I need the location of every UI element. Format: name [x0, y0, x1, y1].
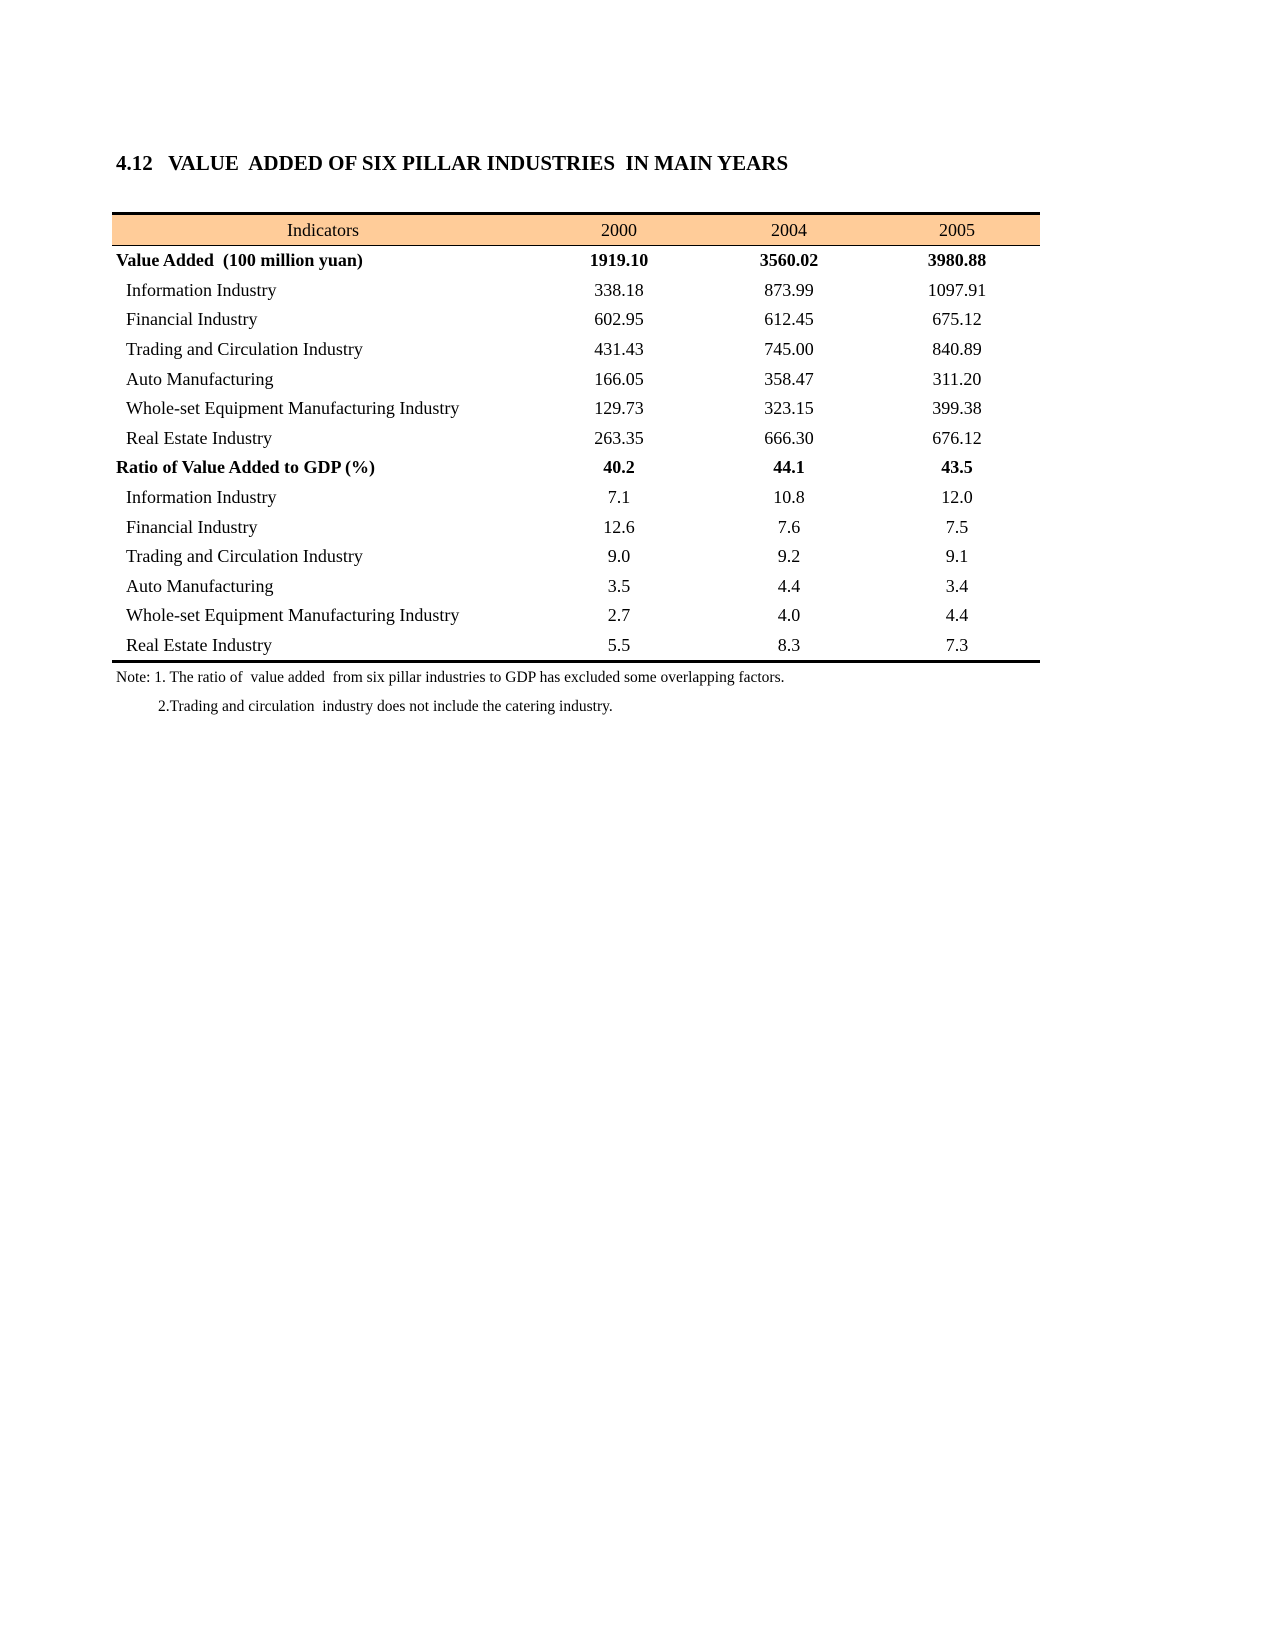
table-row	[112, 512, 1040, 542]
cell-2005: 43.5	[941, 457, 973, 478]
row-label: Ratio of Value Added to GDP (%)	[116, 457, 376, 478]
cell-2005: 1097.91	[927, 279, 987, 300]
row-label: Trading and Circulation Industry	[126, 546, 363, 567]
table-row	[112, 335, 1040, 365]
cell-2005: 4.4	[945, 605, 969, 626]
table-header	[112, 214, 1040, 246]
cell-2000: 9.0	[607, 546, 631, 567]
row-label: Trading and Circulation Industry	[126, 339, 363, 360]
cell-2000: 129.73	[594, 398, 644, 419]
table-row	[112, 394, 1040, 424]
cell-2000: 166.05	[594, 368, 644, 389]
cell-2004: 358.47	[764, 368, 814, 389]
row-label: Information Industry	[126, 279, 277, 300]
cell-2000: 431.43	[594, 339, 644, 360]
row-label: Auto Manufacturing	[126, 575, 274, 596]
row-label: Whole-set Equipment Manufacturing Industry	[126, 398, 460, 419]
cell-2004: 9.2	[777, 546, 801, 567]
cell-2004: 745.00	[764, 339, 814, 360]
cell-2004: 323.15	[764, 398, 814, 419]
header-indicators: Indicators	[112, 214, 534, 246]
cell-2000: 3.5	[607, 575, 631, 596]
cell-2004: 873.99	[764, 279, 814, 300]
cell-2000: 1919.10	[589, 250, 649, 271]
row-label: Auto Manufacturing	[126, 368, 274, 389]
table-row	[112, 305, 1040, 335]
header-year-2004: 2004	[704, 214, 874, 246]
cell-2000: 40.2	[603, 457, 635, 478]
cell-2005: 676.12	[932, 427, 982, 448]
table-row-group	[112, 246, 1040, 276]
page-title: 4.12 VALUE ADDED OF SIX PILLAR INDUSTRIES IN MAIN YEARS	[116, 151, 789, 175]
cell-2004: 10.8	[773, 487, 805, 508]
header-row	[112, 214, 1040, 246]
cell-2005: 675.12	[932, 309, 982, 330]
cell-2000: 12.6	[603, 516, 635, 537]
cell-2005: 399.38	[932, 398, 982, 419]
cell-2005: 840.89	[932, 339, 982, 360]
cell-2005: 9.1	[945, 546, 969, 567]
header-year-2005: 2005	[874, 214, 1040, 246]
row-label: Real Estate Industry	[126, 427, 272, 448]
cell-2005: 3980.88	[927, 250, 987, 271]
note-2: 2.Trading and circulation industry does not include the catering industry.	[158, 698, 613, 715]
table-row	[112, 542, 1040, 572]
row-label: Financial Industry	[126, 309, 258, 330]
row-label: Value Added (100 million yuan)	[116, 250, 363, 271]
table-row	[112, 483, 1040, 513]
table-row	[112, 276, 1040, 306]
cell-2005: 311.20	[932, 368, 982, 389]
header-year-2000: 2000	[534, 214, 704, 246]
data-table	[112, 212, 1040, 663]
cell-2005: 7.5	[945, 516, 969, 537]
cell-2004: 612.45	[764, 309, 814, 330]
cell-2000: 263.35	[594, 427, 644, 448]
cell-2000: 602.95	[594, 309, 644, 330]
table-row	[112, 424, 1040, 454]
table-row	[112, 601, 1040, 631]
table-row	[112, 364, 1040, 394]
row-label: Information Industry	[126, 487, 277, 508]
cell-2004: 3560.02	[759, 250, 819, 271]
table-body	[112, 246, 1040, 662]
row-label: Financial Industry	[126, 516, 258, 537]
cell-2005: 3.4	[945, 575, 969, 596]
row-label: Real Estate Industry	[112, 631, 534, 662]
cell-2004: 7.6	[777, 516, 801, 537]
cell-2004: 8.3	[704, 631, 874, 662]
cell-2004: 4.4	[777, 575, 801, 596]
cell-2000: 5.5	[534, 631, 704, 662]
cell-2004: 44.1	[773, 457, 805, 478]
cell-2005: 7.3	[874, 631, 1040, 662]
table-notes	[116, 663, 785, 721]
table-row	[112, 572, 1040, 602]
row-label: Whole-set Equipment Manufacturing Industry	[126, 605, 460, 626]
note-1: Note: 1. The ratio of value added from six pillar industries to GDP has excluded some overlapping factors.	[116, 669, 785, 686]
cell-2000: 338.18	[594, 279, 644, 300]
cell-2004: 4.0	[777, 605, 801, 626]
table-row-group	[112, 453, 1040, 483]
cell-2005: 12.0	[941, 487, 973, 508]
cell-2000: 2.7	[607, 605, 631, 626]
table-row	[112, 631, 1040, 662]
cell-2004: 666.30	[764, 427, 814, 448]
cell-2000: 7.1	[607, 487, 631, 508]
